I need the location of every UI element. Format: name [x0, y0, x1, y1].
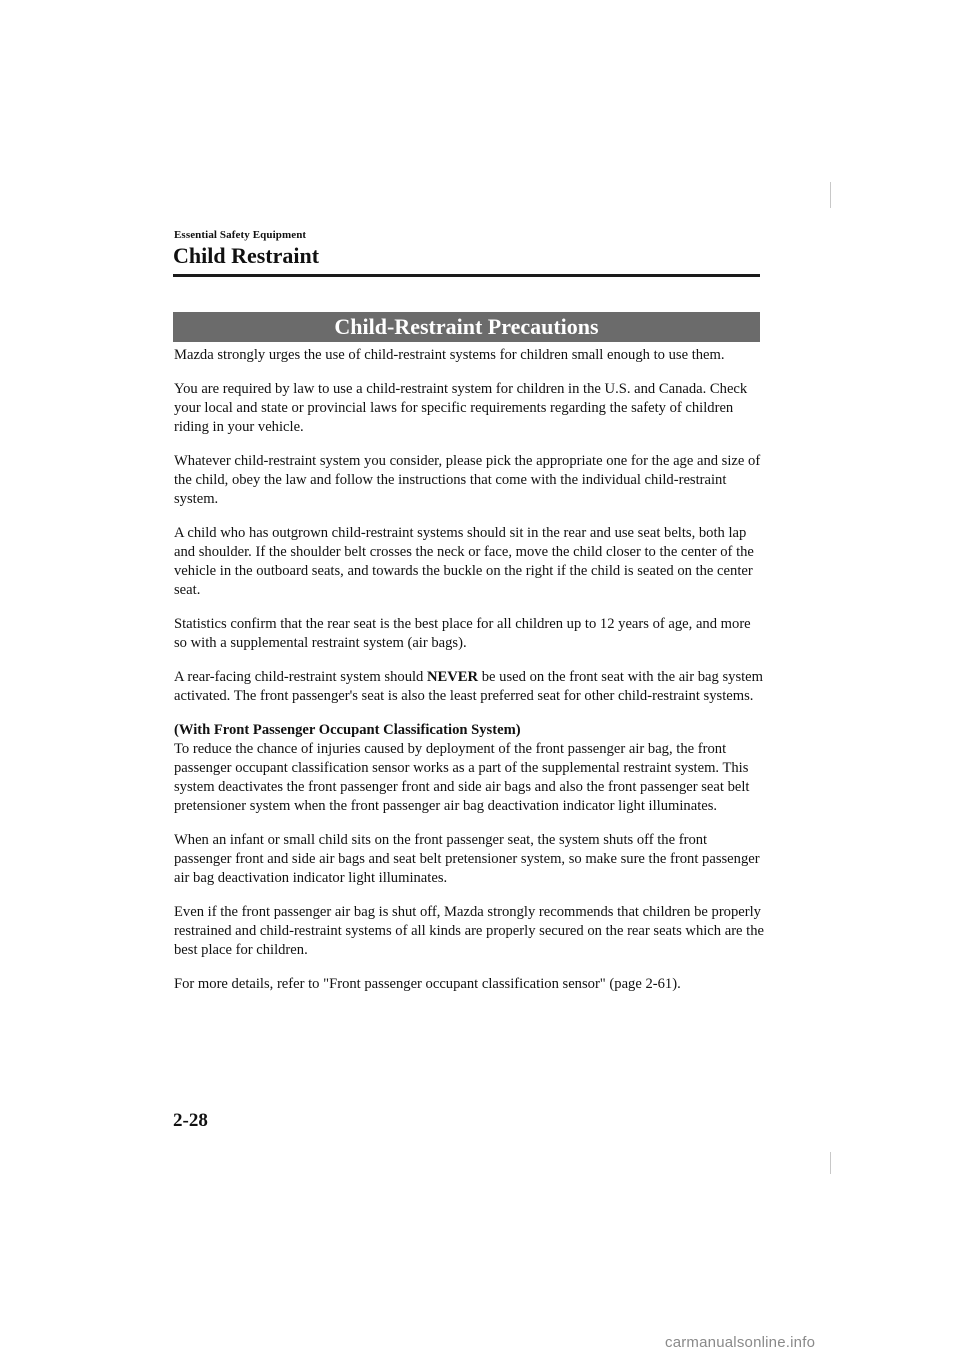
- paragraph-4: A child who has outgrown child-restraint systems should sit in the rear and use seat belts, both lap and shoulder. If the shoulder belt crosses the neck or face, move the child closer to the center of the vehicle in the outboard seats, and towards the buckle on the right if the child is seated on the center seat.: [174, 525, 754, 598]
- paragraph-10: For more details, refer to "Front passenger occupant classification sensor" (page 2-61).: [174, 976, 681, 992]
- paragraph-5: Statistics confirm that the rear seat is the best place for all children up to 12 years of age, and more so with a supplemental restraint system (air bags).: [174, 616, 751, 651]
- paragraph-6: [174, 668, 764, 706]
- subheading-occupant-classification: (With Front Passenger Occupant Classification System): [174, 722, 521, 738]
- paragraph-8: When an infant or small child sits on the front passenger seat, the system shuts off the front passenger front and side air bags and seat belt pretensioner system, so make sure the front passenger air bag deactivation indicator light illuminates.: [174, 832, 760, 886]
- never-emphasis: NEVER: [427, 669, 479, 685]
- paragraph-6-text-before: A rear-facing child-restraint system should: [174, 669, 427, 685]
- paragraph-9: Even if the front passenger air bag is shut off, Mazda strongly recommends that children be properly restrained and child-restraint systems of all kinds are properly secured on the rear seats which are the best place for children.: [174, 904, 765, 958]
- title-divider: [173, 274, 760, 277]
- paragraph-3: Whatever child-restraint system you consider, please pick the appropriate one for the age and size of the child, obey the law and follow the instructions that come with the individual child-restraint system.: [174, 453, 761, 507]
- paragraph-7: To reduce the chance of injuries caused by deployment of the front passenger air bag, the front passenger occupant classification sensor works as a part of the supplemental restraint system. This system deactivates the front passenger front and side air bags and also the front passenger seat belt pretensioner system when the front passenger air bag deactivation indicator light illuminates.: [174, 741, 750, 814]
- page-number: 2-28: [173, 1110, 208, 1131]
- section-label: Essential Safety Equipment: [174, 229, 307, 241]
- crop-mark-top: [830, 182, 831, 208]
- crop-mark-bottom: [830, 1152, 831, 1174]
- chapter-title: Child Restraint: [173, 243, 320, 268]
- body-text: [174, 346, 764, 1009]
- paragraph-2: You are required by law to use a child-restraint system for children in the U.S. and Canada. Check your local and state or provincial laws for specific requirements regarding the safety of children riding in your vehicle.: [174, 381, 748, 435]
- watermark: carmanualsonline.info: [665, 1334, 816, 1351]
- section-heading: Child-Restraint Precautions: [173, 312, 760, 342]
- paragraph-1: Mazda strongly urges the use of child-restraint systems for children small enough to use them.: [174, 347, 725, 363]
- paragraph-6-text-after: be used on the front seat with the air bag system activated. The front passenger's seat is also the least preferred seat for other child-restraint systems.: [174, 669, 764, 704]
